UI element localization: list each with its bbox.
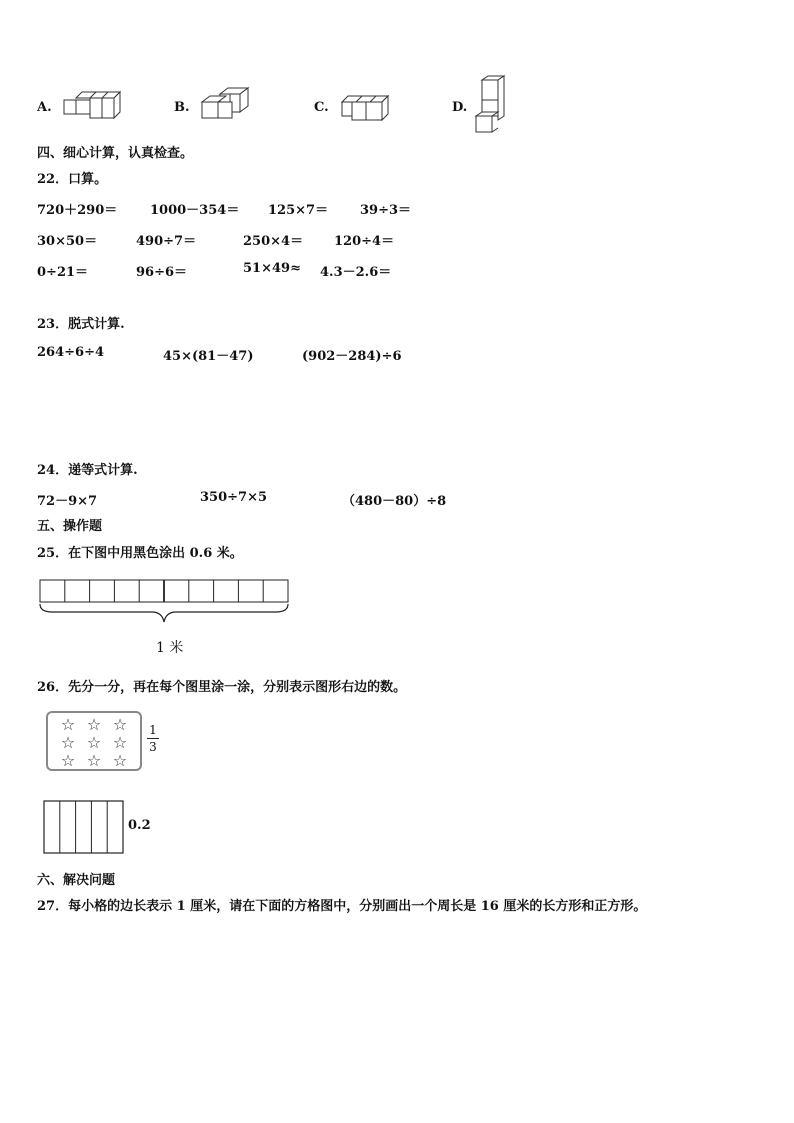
strip-rectangle [43, 800, 125, 854]
q22-r3-c1: 0÷21＝ [37, 265, 89, 280]
star-icon: ☆ [112, 715, 128, 734]
strip-rectangle-outline [44, 801, 123, 853]
q25-title: 25．在下图中用黑色涂出 0.6 米。 [37, 546, 243, 561]
section-6-title: 六、解决问题 [37, 873, 116, 888]
option-c-label: C. [314, 100, 329, 115]
strip-value: 0.2 [128, 818, 151, 833]
q22-title: 22．口算。 [37, 172, 108, 187]
q22-r3-c3: 51×49≈ [243, 261, 301, 276]
q22-r2-c2: 490÷7＝ [136, 234, 197, 249]
option-a-label: A. [37, 100, 52, 115]
meter-strip [38, 578, 292, 626]
section-4-title: 四、细心计算，认真检查。 [37, 146, 194, 161]
meter-brace [40, 604, 288, 622]
q22-r3-c4: 4.3－2.6＝ [320, 265, 392, 280]
q23-title: 23．脱式计算. [37, 317, 125, 332]
option-d-label: D. [452, 100, 468, 115]
q24-item-3: （480－80）÷8 [342, 494, 447, 509]
cube-stack-a-figure [62, 88, 122, 122]
star-icon: ☆ [60, 715, 76, 734]
star-fraction-numerator: 1 [149, 723, 157, 737]
star-icon: ☆ [86, 715, 102, 734]
star-icon: ☆ [60, 751, 76, 770]
cube-column-d-figure [474, 76, 508, 136]
q22-r1-c3: 125×7＝ [268, 203, 329, 218]
star-icon: ☆ [112, 733, 128, 752]
option-b-label: B. [174, 100, 190, 115]
star-icon: ☆ [112, 751, 128, 770]
q23-item-2: 45×(81－47) [163, 349, 254, 364]
q22-r1-c4: 39÷3＝ [360, 203, 412, 218]
q27-title: 27．每小格的边长表示 1 厘米，请在下面的方格图中，分别画出一个周长是 16 厘米的长方形和正方形。 [37, 899, 647, 914]
q22-r3-c2: 96÷6＝ [136, 265, 188, 280]
q22-r1-c2: 1000－354＝ [150, 203, 240, 218]
meter-brace-label: 1 米 [156, 640, 184, 656]
q22-r2-c3: 250×4＝ [243, 234, 304, 249]
star-icon: ☆ [86, 751, 102, 770]
q24-title: 24．递等式计算. [37, 463, 138, 478]
q22-r1-c1: 720＋290＝ [37, 203, 118, 218]
q23-item-1: 264÷6÷4 [37, 345, 105, 360]
star-box [46, 711, 142, 771]
star-fraction-denominator: 3 [149, 740, 157, 754]
q23-item-3: (902－284)÷6 [302, 349, 402, 364]
cube-stack-c-figure [340, 88, 392, 122]
q24-item-1: 72－9×7 [37, 494, 98, 509]
star-icon: ☆ [86, 733, 102, 752]
q22-r2-c1: 30×50＝ [37, 234, 98, 249]
section-5-title: 五、操作题 [37, 519, 103, 534]
q22-r2-c4: 120÷4＝ [334, 234, 395, 249]
star-fraction [147, 723, 159, 754]
cube-stack-b-figure [198, 88, 252, 122]
q26-title: 26．先分一分，再在每个图里涂一涂，分别表示图形右边的数。 [37, 680, 407, 695]
q24-item-2: 350÷7×5 [200, 490, 268, 505]
star-icon: ☆ [60, 733, 76, 752]
